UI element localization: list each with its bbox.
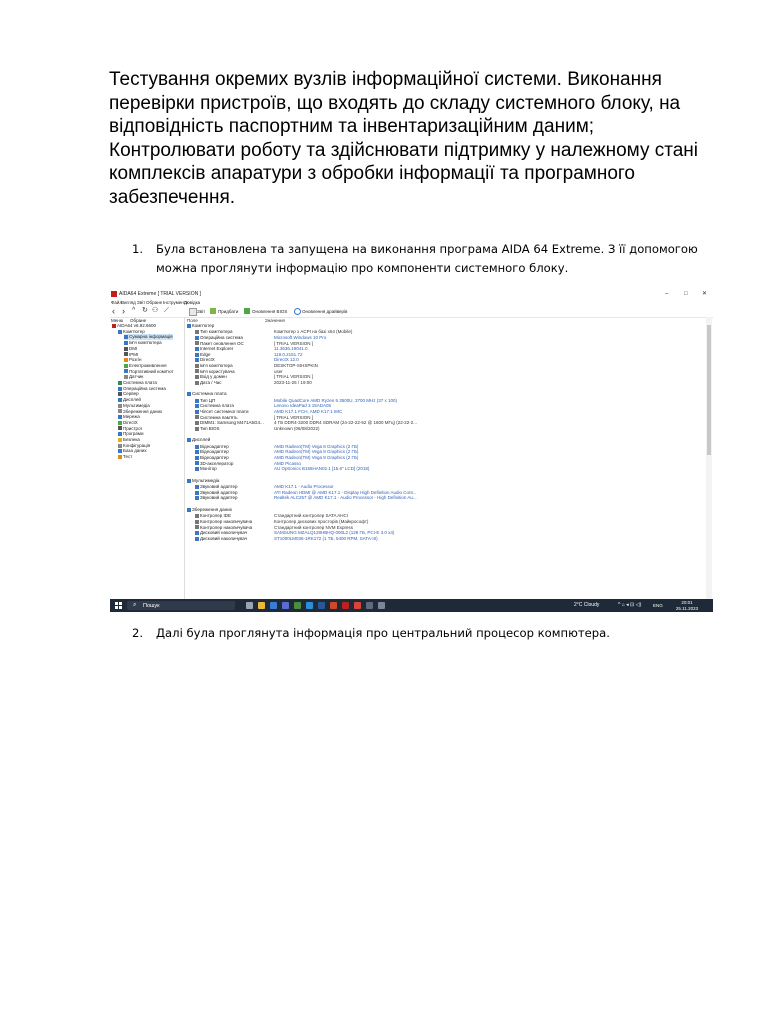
field-icon	[195, 461, 199, 465]
menu-bar	[110, 299, 713, 306]
chevron-left-icon[interactable]: ‹	[112, 306, 115, 316]
tree-item-label: Портативний комп'ют	[129, 368, 174, 374]
field-value: [ TRIAL VERSION ]	[274, 414, 314, 420]
field-icon	[195, 456, 199, 460]
field-value[interactable]: Realtek ALC257 @ AMD K17.1 - Audio Processor - High Definition Au...	[274, 495, 417, 501]
report-icon	[189, 308, 197, 316]
word-icon[interactable]	[318, 602, 325, 609]
field-value[interactable]: AMD Picasso	[274, 460, 302, 466]
field-icon	[195, 369, 199, 373]
tab-menu[interactable]: Меню	[111, 318, 124, 323]
field-icon	[195, 330, 199, 334]
tree-node-icon	[124, 341, 128, 345]
bios-update-button[interactable]: Оновлення BIOS	[252, 309, 288, 314]
field-icon	[195, 364, 199, 368]
clock-time: 20:01	[681, 600, 693, 605]
column-header-field[interactable]: Поле	[187, 318, 198, 323]
field-name: Контролер накопичувача	[200, 524, 253, 530]
field-name: Тип комп'ютера	[200, 329, 233, 335]
tree-item-label: Програми	[123, 431, 144, 437]
table-row[interactable]	[195, 466, 370, 472]
search-icon	[294, 308, 301, 315]
field-name: Дисковий накопичувач	[200, 530, 248, 536]
field-value: Контролер дискових просторів (Майкрософт)	[274, 519, 369, 524]
field-name: Системна плата	[200, 403, 234, 409]
tree-node-icon	[118, 449, 122, 453]
tree-item[interactable]	[118, 454, 132, 460]
file-explorer-icon[interactable]	[258, 602, 265, 609]
field-value[interactable]: Mobile QuadCore AMD Ryzen 5 3500U, 3700 MHz (37 x 100)	[274, 397, 398, 403]
section-title: Збереження даних	[192, 507, 233, 512]
section-title: Мультимедіа	[192, 477, 220, 483]
section-icon	[187, 438, 191, 442]
field-icon	[195, 496, 199, 500]
navigation-tree	[110, 317, 185, 599]
menu-file[interactable]: Файл	[111, 300, 123, 305]
refresh-icon[interactable]: ↻	[142, 307, 148, 314]
window-title: AIDA64 Extreme [ TRIAL VERSION ]	[119, 291, 201, 297]
field-icon	[195, 353, 199, 357]
minimize-icon[interactable]: –	[665, 291, 669, 297]
menu-favorites[interactable]: Обране	[146, 300, 163, 305]
tree-node-icon	[118, 415, 122, 419]
menu-view[interactable]: Вигляд	[121, 300, 136, 305]
aida64-screenshot	[110, 289, 713, 612]
buy-button[interactable]: Придбати	[218, 309, 239, 314]
section-header	[187, 391, 227, 397]
field-name: Монітор	[200, 466, 217, 472]
section-title: Комп'ютер	[192, 323, 215, 328]
tree-node-icon	[124, 364, 128, 368]
chrome2-icon[interactable]	[354, 602, 361, 609]
tree-item-label: Сервер	[123, 391, 139, 397]
field-icon	[195, 427, 199, 431]
field-icon	[195, 404, 199, 408]
table-row[interactable]	[195, 535, 378, 542]
field-icon	[195, 341, 199, 345]
table-row[interactable]	[195, 495, 417, 501]
tree-node-icon	[118, 392, 122, 396]
tree-node-icon	[124, 335, 128, 339]
search-icon: ⌕	[133, 602, 137, 608]
menu-tools[interactable]: Інструменти	[163, 300, 189, 305]
driver-update-button[interactable]: Оновлення драйверів	[302, 309, 348, 314]
field-value[interactable]: AU Optronics B156HAN02.1 [15.6" LCD] (2018)	[274, 466, 370, 472]
menu-help[interactable]: Довідка	[184, 300, 201, 305]
taskbar-clock[interactable]	[675, 600, 699, 611]
tree-node-icon	[118, 330, 122, 334]
field-value[interactable]: 119.0.2151.72	[274, 351, 303, 357]
menu-report[interactable]: Звіт	[137, 300, 146, 305]
mail-icon[interactable]	[270, 602, 277, 609]
field-name: Звуковий адаптер	[200, 484, 238, 490]
taskbar-search-label: Пошук	[143, 603, 160, 609]
app-icon[interactable]	[366, 602, 373, 609]
tree-item-label: Розгін	[129, 357, 142, 363]
list-item-2	[132, 624, 722, 643]
details-pane	[186, 317, 705, 599]
field-value[interactable]: ST1000LM035-1RK172 (1 ТБ, 5400 RPM, SATA-III)	[274, 535, 378, 541]
language-indicator[interactable]: ENG	[653, 603, 663, 608]
field-name: Ім'я користувача	[200, 368, 235, 374]
field-value: Стандартний контролер NVM Express	[274, 524, 353, 530]
field-name: Вхід у домен	[200, 374, 227, 380]
field-icon	[195, 525, 199, 529]
list-item-1	[132, 240, 722, 278]
table-row[interactable]	[195, 379, 312, 386]
field-icon	[195, 485, 199, 489]
field-icon	[195, 381, 199, 385]
list-item-number: 2.	[132, 626, 144, 640]
field-name: DirectX	[200, 357, 215, 363]
field-icon	[195, 450, 199, 454]
field-value[interactable]: DirectX 12.0	[274, 357, 299, 363]
field-icon	[195, 347, 199, 351]
document-heading: Тестування окремих вузлів інформаційної системи. Виконання перевірки пристроїв, що входять до складу системного блоку, на відповідність паспортним та інвентаризаційним даним; Контролювати роботу та здійснювати підтримку у належному стані комплексів апаратури з обробки інформації та програмного забезпечення.	[109, 69, 698, 208]
field-value[interactable]: AMD K17.1 FCH, AMD K17.1 IMC	[274, 409, 343, 414]
tree-item-label: Тест	[123, 454, 133, 460]
section-title: Системна плата	[192, 391, 227, 397]
field-value: [ TRIAL VERSION ]	[274, 374, 314, 380]
section-icon	[187, 508, 191, 512]
field-value: Стандартний контролер SATA AHCI	[274, 513, 349, 519]
field-name: Internet Explorer	[200, 346, 234, 352]
field-icon	[195, 410, 199, 414]
field-name: Чіпсет системної плати	[200, 409, 249, 414]
field-value[interactable]: AMD Radeon(TM) Vega 8 Graphics (2 ГБ)	[274, 449, 359, 455]
tree-node-icon	[118, 409, 122, 413]
tree-item-label: Ім'я комп'ютера	[129, 340, 162, 346]
field-name: Контролер накопичувача	[200, 519, 253, 524]
field-name: Edge	[200, 351, 211, 357]
tree-node-icon	[124, 352, 128, 356]
tree-item-label: Датчик	[129, 374, 144, 380]
tree-node-icon	[118, 444, 122, 448]
tray-icons[interactable]: ^ ⌂ ◂ ⊡ ◁)	[618, 602, 642, 608]
field-icon	[195, 520, 199, 524]
field-icon	[195, 514, 199, 518]
vertical-scrollbar[interactable]	[706, 317, 712, 599]
edge-icon[interactable]	[306, 602, 313, 609]
section-icon	[187, 324, 191, 328]
tree-node-icon	[124, 347, 128, 351]
tree-node-icon	[118, 432, 122, 436]
tree-item-label: Комп'ютер	[123, 328, 145, 334]
field-icon	[195, 358, 199, 362]
window-titlebar	[110, 289, 713, 299]
field-icon	[195, 415, 199, 419]
tree-item-label: IPMI	[129, 351, 139, 357]
field-name: Ім'я комп'ютера	[200, 363, 233, 368]
field-value[interactable]: SAMSUNG MZALQ128HBHQ-000L2 (128 ГБ, PCI-E 3.0 x4)	[274, 530, 395, 536]
tree-item-label: Мережа	[123, 414, 140, 420]
field-name: 3D-акселератор	[200, 460, 234, 466]
field-icon	[195, 421, 199, 425]
tree-item-label: Сумарна інформація	[129, 334, 173, 340]
tree-item-label: Збереження даних	[123, 408, 163, 414]
tab-favorites[interactable]: Обране	[130, 318, 147, 323]
windows-taskbar	[110, 599, 713, 612]
section-header	[187, 507, 232, 513]
field-name: Тип ЦП	[200, 397, 216, 403]
powerpoint-icon[interactable]	[330, 602, 337, 609]
tree-item-label: Мультимедіа	[123, 402, 150, 408]
taskbar-search-box[interactable]	[127, 601, 235, 610]
store-icon[interactable]	[282, 602, 289, 609]
field-value[interactable]: 11.3636.19041.0	[274, 346, 308, 352]
chevron-right-icon[interactable]: ›	[122, 306, 125, 316]
list-item-number: 1.	[132, 242, 144, 256]
section-icon	[187, 479, 191, 483]
field-icon	[195, 336, 199, 340]
tree-item-label: AIDA64 v6.92.6600	[117, 323, 157, 328]
field-name: Операційна система	[200, 335, 243, 340]
field-name: DIMM1: Samsung M471A5G4...	[200, 420, 264, 426]
field-icon	[195, 531, 199, 535]
tree-node-icon	[124, 369, 128, 373]
clock-date: 25.11.2023	[675, 605, 699, 611]
section-header	[187, 478, 219, 484]
table-row[interactable]	[195, 425, 320, 432]
field-name: Звуковий адаптер	[200, 489, 238, 495]
field-value: [ TRIAL VERSION ]	[274, 340, 314, 346]
tree-item-label: База даних	[123, 448, 147, 454]
field-value[interactable]: AMD Radeon(TM) Vega 8 Graphics (2 ГБ)	[274, 455, 359, 460]
column-header-value[interactable]: Значення	[265, 318, 285, 323]
cart-icon	[210, 308, 216, 314]
tree-item-label: Пристрої	[123, 425, 142, 431]
field-icon	[195, 537, 199, 541]
tree-item-label: Конфігурація	[123, 442, 151, 448]
section-title: Дисплей	[192, 437, 211, 443]
field-name: Системна пам'ять	[200, 414, 238, 420]
field-icon	[195, 491, 199, 495]
tree-node-icon	[118, 426, 122, 430]
field-value: 2023-11-25 / 19:00	[274, 379, 312, 385]
field-icon	[195, 375, 199, 379]
field-icon	[195, 445, 199, 449]
tree-item-label: Операційна система	[123, 385, 166, 391]
field-value[interactable]: Lenovo IdeaPad 3 15ADA05	[274, 403, 332, 409]
tree-item-label: Дисплей	[123, 397, 141, 403]
field-value: Unknown (06/08/2022)	[274, 425, 320, 431]
field-name: Контролер IDE	[200, 513, 231, 519]
tree-item-label: Електроживлення	[129, 362, 167, 368]
chart-icon[interactable]: ⟋	[164, 307, 169, 314]
field-name: Звуковий адаптер	[200, 495, 238, 501]
chrome-icon[interactable]	[294, 602, 301, 609]
list-item-text: Далі була проглянута інформація про центральний процесор компютера.	[156, 626, 610, 640]
tree-node-icon	[118, 398, 122, 402]
tree-node-icon	[124, 358, 128, 362]
field-name: Дисковий накопичувач	[200, 535, 248, 541]
tree-node-icon	[124, 375, 128, 379]
scrollbar-thumb[interactable]	[707, 325, 711, 455]
tree-node-icon	[118, 438, 122, 442]
field-icon	[195, 399, 199, 403]
close-icon[interactable]: ✕	[702, 291, 708, 297]
user-icon[interactable]: ⚇	[152, 307, 159, 314]
field-value[interactable]: AMD Radeon(TM) Vega 8 Graphics (2 ГБ)	[274, 443, 359, 449]
report-button[interactable]: Звіт	[197, 309, 206, 314]
field-name: Дата / Час	[200, 379, 222, 385]
section-header	[187, 437, 210, 443]
task-view-icon[interactable]	[246, 602, 253, 609]
section-icon	[187, 392, 191, 396]
tree-item-label: Системна плата	[123, 380, 157, 385]
field-value[interactable]: ATI Radeon HDMI @ AMD K17.1 - Display High Definition Audio Cont...	[274, 489, 417, 495]
tree-node-icon	[118, 421, 122, 425]
field-name: Пакет оновлення ОС	[200, 340, 244, 346]
aida64-icon[interactable]	[342, 602, 349, 609]
field-value: user	[274, 368, 283, 374]
download-arrow-icon	[244, 308, 250, 314]
field-value[interactable]: AMD K17.1 - Audio Processor	[274, 484, 334, 490]
field-icon	[195, 467, 199, 471]
field-value[interactable]: Microsoft Windows 10 Pro	[274, 335, 327, 340]
field-value: DESKTOP-SIHSPKIN	[274, 363, 318, 368]
tree-item-label: Безпека	[123, 437, 140, 442]
tree-item-label: DirectX	[123, 419, 138, 425]
tree-node-icon	[118, 381, 122, 385]
tree-node-icon	[118, 455, 122, 459]
list-item-text: Була встановлена та запущена на виконання програма AIDA 64 Extreme. З її допомогою можна проглянути інформацію про компоненти системного блоку.	[156, 242, 698, 275]
field-value: 4 ГБ DDR4-3200 DDR4 SDRAM (24-22-22-52 @ 1600 МГц) (22-22-2...	[274, 420, 418, 426]
section-header	[187, 323, 214, 329]
field-name: Відеоадаптер	[200, 455, 229, 460]
field-value: Комп'ютер з ACPI на базі x64 (Mobile)	[274, 329, 353, 335]
tree-item-label: DMI	[129, 345, 138, 351]
field-name: Відеоадаптер	[200, 449, 229, 455]
tree-node-icon	[118, 387, 122, 391]
app2-icon[interactable]	[378, 602, 385, 609]
tree-node-icon	[112, 324, 116, 328]
weather-widget[interactable]: 2°C Cloudy	[574, 602, 600, 608]
maximize-icon[interactable]: □	[684, 291, 688, 297]
windows-start-icon[interactable]	[115, 602, 122, 609]
tree-node-icon	[118, 404, 122, 408]
aida64-icon	[111, 291, 117, 297]
field-name: Відеоадаптер	[200, 443, 229, 449]
field-name: Тип BIOS	[200, 425, 220, 431]
chevron-up-icon[interactable]: ^	[132, 307, 136, 314]
